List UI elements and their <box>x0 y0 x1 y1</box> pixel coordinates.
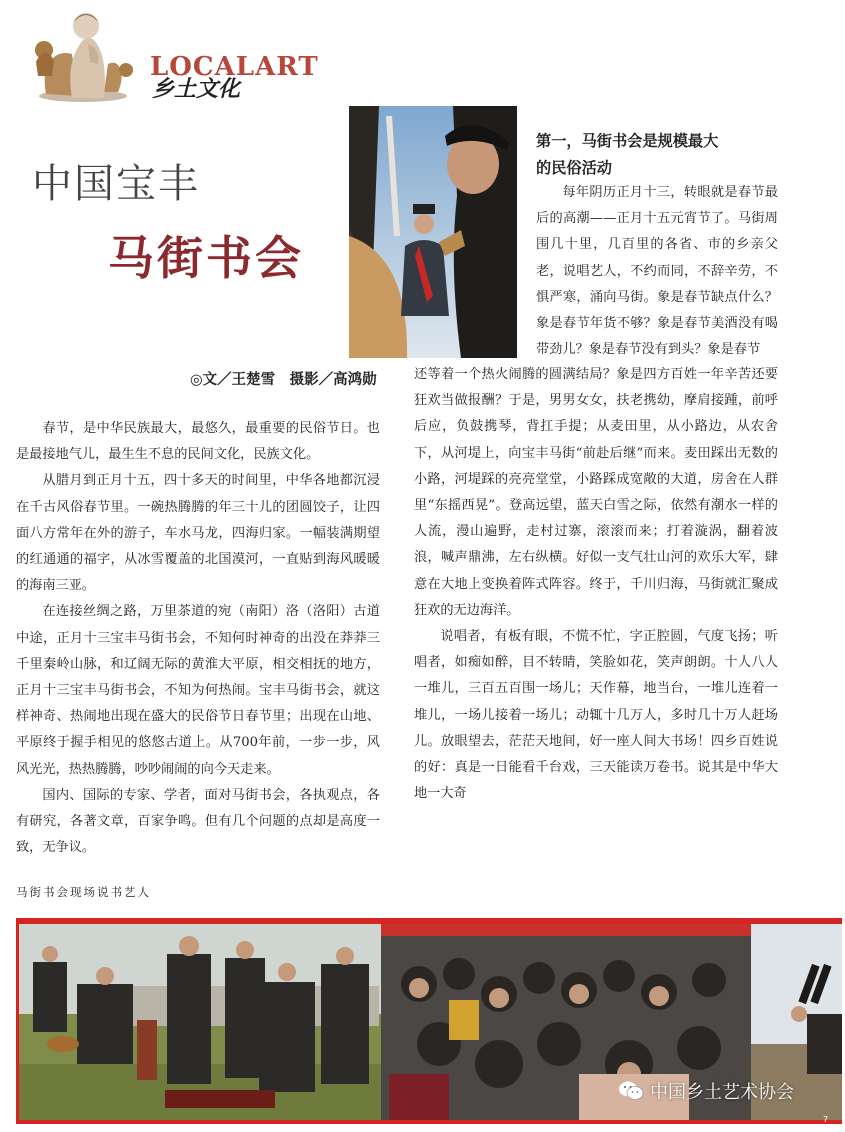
left-column <box>16 416 380 861</box>
paragraph: 从腊月到正月十五，四十多天的时间里，中华各地都沉浸在千古风俗春节里。一碗热腾腾的年三十儿的团圆饺子，让四面八方常年在外的游子，车水马龙，四海归家。一幅装满期望的红通通的福字，从冰雪覆盖的北国漠河，一直贴到海风暖暖的海南三亚。 <box>16 473 380 594</box>
paragraph: 还等着一个热火闹腾的圆满结局？象是四方百姓一年辛苦还要狂欢当做报酬？于是，男男女女，扶老携幼，摩肩接踵，前呼后应，负鼓携琴，背扛手提；从麦田里，从小路边，从农舍下，从河堤上，向宝丰马街“前赴后继”而来。麦田踩出无数的小路，河堤踩的亮亮堂堂，小路踩成宽敞的大道，房舍在人群里“东摇西晃”。登高远望，蓝天白雪之际，依然有潮水一样的人流，漫山遍野，走村过寨，滚滚而来；打着漩涡，翻着波浪，喊声鼎沸，左右纵横。好似一支气壮山河的欢乐大军，肆意在大地上变换着阵式阵容。终于，千川归海，马街就汇聚成狂欢的无边海洋。 <box>414 367 778 618</box>
paragraph: 说唱者，有板有眼，不慌不忙，字正腔圆，气度飞扬；听唱者，如痴如醉，目不转睛，笑脸如花，笑声朗朗。十人八人一堆儿，三百五百围一场儿；天作幕，地当台，一堆儿连着一堆儿，一场儿接着一场儿；动辄十几万人，多时几十万人赶场儿。放眼望去，茫茫天地间，好一座人间大书场！四乡百姓说的好：真是一日能看千台戏，三天能读万卷书。说其是中华大地一大奇 <box>414 629 778 802</box>
article-title-line1: 中国宝丰 <box>32 161 200 207</box>
section-title-line2: 的民俗活动 <box>536 159 612 177</box>
local-art-cn-text: 乡土文化 <box>152 76 241 102</box>
local-art-logo-text: LOCALART <box>150 52 319 82</box>
paragraph: 每年阴历正月十三，转眼就是春节最后的高潮——正月十五元宵节了。马街周围几十里，几百里的各省、市的乡亲父老，说唱艺人，不约而同，不辞辛劳，不惧严寒，涌向马街。象是春节缺点什么？象是春节年货不够？象是春节美酒没有喝带劲儿？象是春节没有到头？象是春节 <box>536 185 778 358</box>
paragraph: 国内、国际的专家、学者，面对马街书会，各执观点，各有研究，各著文章，百家争鸣。但有几个问题的点却是高度一致，无争议。 <box>16 787 380 856</box>
photo-caption: 马街书会现场说书艺人 <box>16 885 151 899</box>
section-title-line1: 第一，马街书会是规模最大 <box>536 132 719 150</box>
right-narrow-column <box>536 180 778 363</box>
page-number: 7 <box>823 1115 829 1124</box>
article-title-line2: 马街书会 <box>108 231 304 285</box>
section-title <box>536 128 778 182</box>
watermark-text: 中国乡土艺术协会 <box>650 1082 794 1103</box>
paragraph: 春节，是中华民族最大，最悠久，最重要的民俗节日。也是最接地气儿，最生生不息的民间文化，民族文化。 <box>16 421 380 463</box>
byline: ◎文／王楚雪 摄影／高鸿勋 <box>190 372 377 388</box>
paragraph: 在连接丝绸之路，万里茶道的宛（南阳）洛（洛阳）古道中途，正月十三宝丰马街书会，不知何时神奇的出没在莽莽三千里秦岭山脉，和辽阔无际的黄淮大平原，相交相抚的地方，正月十三宝丰马街书会，不知为何热闹。宝丰马街书会，就这样神奇、热闹地出现在盛大的民俗节日春节里；出现在山地、平原终于握手相见的悠悠古道上。从700年前，一步一步，风风光光，热热腾腾，吵吵闹闹的向今天走来。 <box>16 604 380 777</box>
watermark <box>618 1076 794 1106</box>
right-wide-column <box>414 362 778 807</box>
wechat-icon <box>618 1080 644 1102</box>
storyteller-photo <box>349 106 517 358</box>
logo-statue-image <box>28 4 138 104</box>
